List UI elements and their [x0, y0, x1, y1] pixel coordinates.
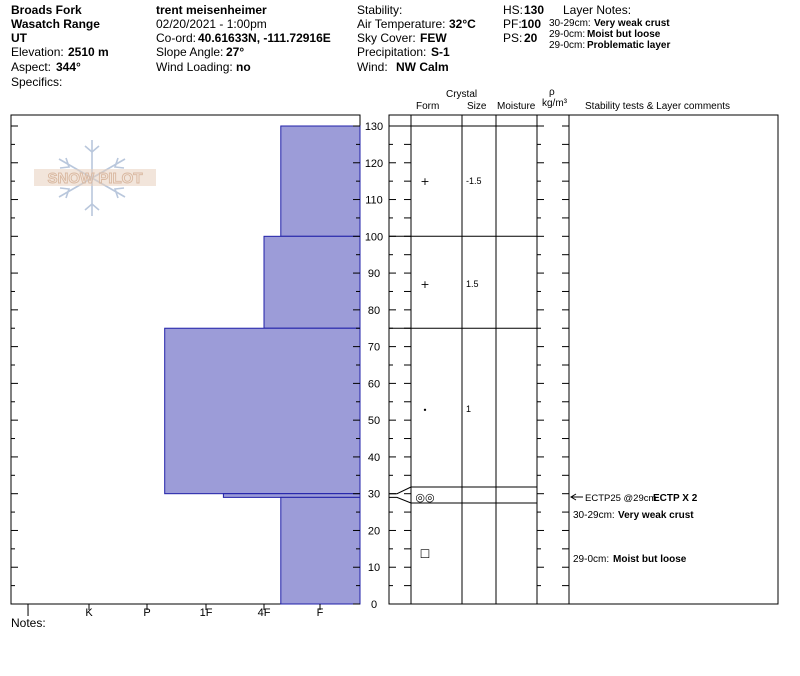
- layer-note-range: 29-0cm:: [549, 40, 586, 51]
- hardness-tick-label: 1F: [199, 607, 213, 619]
- layer-note-range: 29-0cm:: [549, 29, 586, 40]
- layer-connector: [389, 497, 411, 503]
- col-rho: ρ: [549, 87, 555, 98]
- hs-label: HS:: [503, 3, 524, 17]
- ps-value: 20: [524, 31, 538, 45]
- observer: trent meisenheimer: [156, 3, 267, 17]
- depth-tick-label: 110: [365, 194, 383, 207]
- hardness-bar: [281, 497, 360, 604]
- wind-label: Wind:: [357, 60, 388, 74]
- specifics-label: Specifics:: [11, 75, 63, 89]
- hardness-bar: [281, 126, 360, 236]
- depth-tick-label: 30: [367, 488, 381, 501]
- aspect-label: Aspect:: [11, 60, 52, 74]
- hardness-tick-label: K: [85, 607, 93, 619]
- col-moisture: Moisture: [497, 101, 536, 112]
- hardness-tick-label: I: [26, 607, 30, 619]
- stability-label: Stability:: [357, 3, 403, 17]
- sky-value: FEW: [420, 31, 447, 45]
- precip-label: Precipitation:: [357, 45, 427, 59]
- pf-value: 100: [521, 17, 542, 31]
- depth-tick-label: 0: [370, 599, 378, 611]
- ps-label: PS:: [503, 31, 523, 45]
- depth-tick-label: 130: [364, 121, 384, 133]
- datetime: 02/20/2021 - 1:00pm: [156, 17, 267, 31]
- col-form: Form: [416, 101, 440, 112]
- stability-test-code: ECTP25 @29cm: [585, 493, 657, 504]
- slope-value: 27°: [226, 45, 245, 59]
- elevation-label: Elevation:: [11, 45, 64, 59]
- layer-notes-label: Layer Notes:: [563, 3, 632, 17]
- depth-tick-label: 100: [364, 231, 384, 244]
- depth-tick-label: 90: [367, 268, 381, 281]
- depth-tick-label: 80: [367, 304, 381, 317]
- depth-tick-label: 10: [367, 562, 381, 575]
- layer-connector: [389, 487, 411, 494]
- col-density-unit: kg/m³: [542, 98, 567, 109]
- crystal-form: +: [420, 175, 430, 189]
- slope-label: Slope Angle:: [156, 45, 224, 59]
- hardness-bar: [223, 494, 360, 498]
- hardness-bar: [165, 328, 360, 493]
- stability-test-result: ECTP X 2: [653, 493, 698, 504]
- layer-note-text: Problematic layer: [587, 40, 671, 51]
- layer-comment-range: 29-0cm:: [573, 554, 610, 565]
- logo-text: SNOW PILOT: [47, 170, 143, 187]
- coord-value: 40.61633N, -111.72916E: [198, 31, 331, 45]
- notes-label: Notes:: [11, 616, 46, 630]
- crystal-size: -1.5: [466, 176, 482, 187]
- col-size: Size: [467, 101, 487, 112]
- hardness-tick-label: P: [143, 607, 151, 619]
- layer-comment-text: Very weak crust: [618, 510, 694, 521]
- location: Broads Fork: [11, 3, 82, 17]
- col-crystal: Crystal: [446, 89, 478, 100]
- wind-value: NW Calm: [396, 60, 449, 74]
- aspect-value: 344°: [56, 60, 81, 74]
- crystal-form: •: [422, 406, 428, 416]
- layer-note-text: Very weak crust: [594, 18, 670, 29]
- layer-comment-range: 30-29cm:: [573, 510, 615, 521]
- layer-note-range: 30-29cm:: [549, 18, 591, 29]
- hardness-tick-label: 4F: [257, 607, 271, 619]
- coord-label: Co-ord:: [156, 31, 197, 45]
- crystal-form: ◎◎: [415, 491, 435, 504]
- sky-label: Sky Cover:: [357, 31, 416, 45]
- crystal-size: 1: [466, 404, 472, 415]
- depth-tick-label: 120: [364, 157, 384, 170]
- col-stability: Stability tests & Layer comments: [585, 101, 731, 112]
- air-temp-label: Air Temperature:: [357, 17, 446, 31]
- mountain-range: Wasatch Range: [11, 17, 100, 31]
- state: UT: [11, 31, 27, 45]
- wind-loading-label: Wind Loading:: [156, 60, 233, 74]
- layer-note-text: Moist but loose: [587, 29, 661, 40]
- air-temp-value: 32°C: [449, 17, 476, 31]
- crystal-size: 1.5: [466, 279, 479, 290]
- depth-tick-label: 20: [367, 525, 381, 538]
- depth-tick-label: 40: [367, 451, 381, 464]
- depth-tick-label: 50: [367, 415, 381, 428]
- elevation-value: 2510 m: [68, 45, 109, 59]
- hs-value: 130: [524, 3, 545, 17]
- crystal-form: +: [420, 278, 430, 292]
- layer-table-frame: [389, 115, 778, 604]
- layer-comment-text: Moist but loose: [613, 554, 687, 565]
- hardness-bar: [264, 236, 360, 328]
- precip-value: S-1: [431, 45, 450, 59]
- depth-tick-label: 70: [367, 341, 381, 354]
- depth-tick-label: 60: [367, 378, 381, 391]
- hardness-tick-label: F: [316, 607, 324, 619]
- pf-label: PF:: [503, 17, 522, 31]
- wind-loading-value: no: [236, 60, 251, 74]
- crystal-form: □: [419, 546, 431, 560]
